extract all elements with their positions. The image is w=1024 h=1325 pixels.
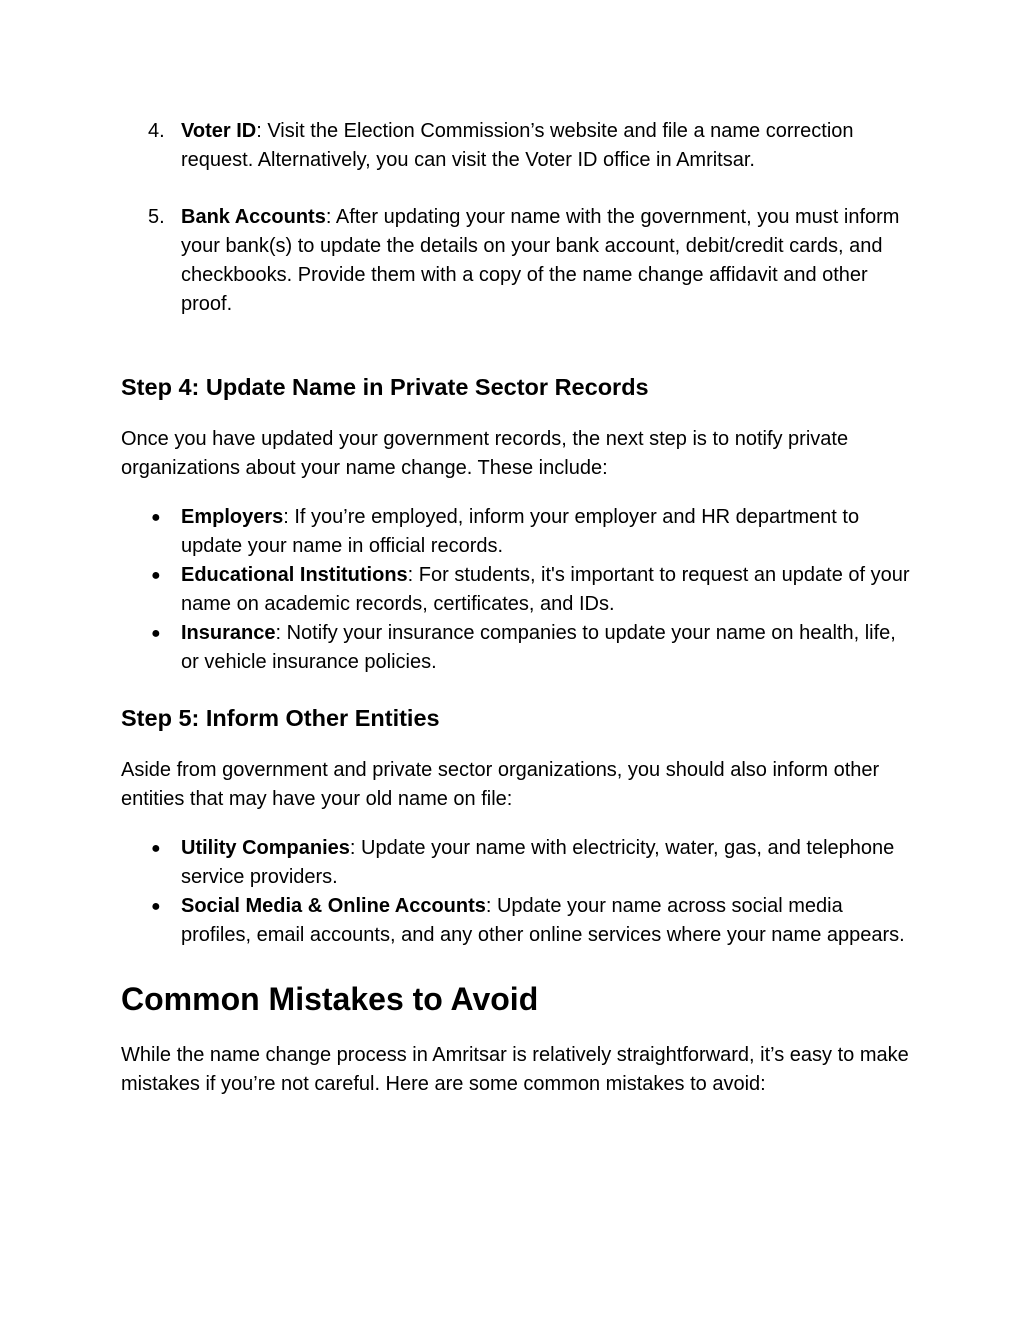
list-item-text: : Update your name across social media profiles, email accounts, and any other online services where your name appears.	[181, 895, 905, 946]
mistakes-heading: Common Mistakes to Avoid	[121, 981, 539, 1017]
list-item	[121, 619, 911, 677]
list-item-term: Educational Institutions	[181, 564, 408, 586]
list-item-text: : If you’re employed, inform your employer and HR department to update your name in official records.	[181, 506, 860, 557]
bullet-icon: ●	[151, 567, 161, 584]
step5-intro: Aside from government and private sector organizations, you should also inform other entities that may have your old name on file:	[121, 759, 880, 810]
list-item	[121, 561, 911, 619]
list-item-term: Bank Accounts	[181, 206, 326, 228]
list-item-text: : Notify your insurance companies to update your name on health, life, or vehicle insurance policies.	[181, 622, 896, 673]
list-item	[121, 117, 911, 175]
step5-heading: Step 5: Inform Other Entities	[121, 705, 440, 731]
list-number: 5.	[148, 206, 165, 228]
list-item-term: Social Media & Online Accounts	[181, 895, 486, 917]
list-item-text: : Visit the Election Commission’s website and file a name correction request. Alternatively, you can visit the Voter ID office in Amritsar.	[181, 120, 854, 171]
document-page	[121, 117, 911, 1099]
numbered-list	[121, 117, 911, 319]
step4-heading: Step 4: Update Name in Private Sector Records	[121, 374, 649, 400]
list-item-text: : Update your name with electricity, water, gas, and telephone service providers.	[181, 837, 895, 888]
step4-bullet-list	[121, 503, 911, 677]
mistakes-intro: While the name change process in Amritsar is relatively straightforward, it’s easy to make mistakes if you’re not careful. Here are some common mistakes to avoid:	[121, 1044, 909, 1095]
step5-bullet-list	[121, 834, 911, 950]
list-item-term: Voter ID	[181, 120, 257, 142]
bullet-icon: ●	[151, 509, 161, 526]
list-item-term: Insurance	[181, 622, 276, 644]
bullet-icon: ●	[151, 898, 161, 915]
list-item	[121, 892, 911, 950]
list-item	[121, 203, 911, 319]
list-item-term: Employers	[181, 506, 284, 528]
bullet-icon: ●	[151, 625, 161, 642]
list-item	[121, 503, 911, 561]
list-item-text: : For students, it's important to request an update of your name on academic records, certificates, and IDs.	[181, 564, 910, 615]
list-item-term: Utility Companies	[181, 837, 350, 859]
bullet-icon: ●	[151, 840, 161, 857]
list-item	[121, 834, 911, 892]
step4-intro: Once you have updated your government records, the next step is to notify private organizations about your name change. These include:	[121, 428, 849, 479]
list-number: 4.	[148, 120, 165, 142]
list-item-text: : After updating your name with the government, you must inform your bank(s) to update the details on your bank account, debit/credit cards, and checkbooks. Provide them with a copy of the name change affidavit and other proof.	[181, 206, 900, 315]
